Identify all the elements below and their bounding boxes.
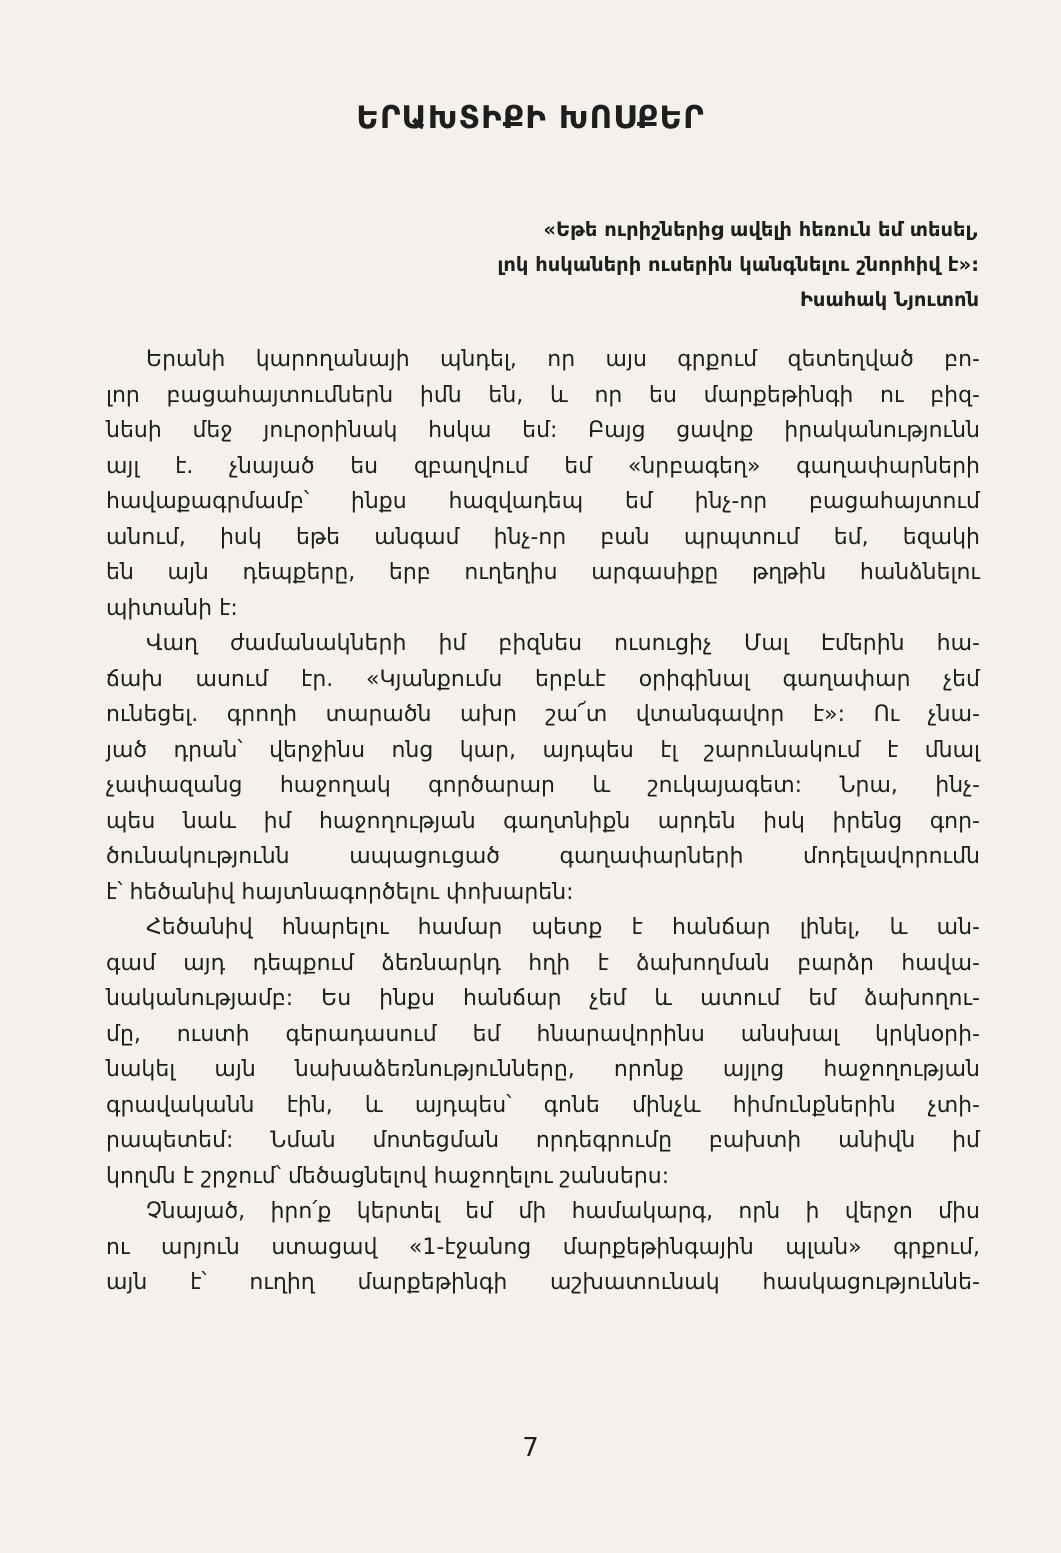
- page-title: ԵՐԱԽՏԻՔԻ ԽՈՍՔԵՐ: [356, 100, 705, 136]
- text-line: այլ է. չնայած ես զբաղվում եմ «նրբագեղ» գաղափարների: [106, 453, 980, 479]
- text-line: է՝ հեծանիվ հայտնագործելու փոխարեն:: [106, 879, 574, 905]
- epigraph-line: «Եթե ուրիշներից ավելի հեռուն եմ տեսել,: [543, 218, 979, 241]
- text-line: պիտանի է:: [106, 595, 238, 621]
- text-line: հավաքագրմամբ՝ ինքս հազվադեպ եմ ինչ-որ բացահայտում: [106, 489, 980, 514]
- text-line: ճախ ասում էր. «Կյանքումս երբևէ օրիգինալ գաղափար չեմ: [106, 666, 980, 692]
- text-line: անում, իսկ եթե անգամ ինչ-որ բան պրպտում եմ, եզակի: [106, 524, 980, 550]
- text-line: պես նաև իմ հաջողության գաղտնիքն արդեն իսկ իրենց գոր-: [106, 808, 980, 834]
- epigraph-author: Իսահակ Նյուտոն: [799, 288, 979, 311]
- text-line: կողմն է շրջում՝ մեծացնելով հաջողելու շանսերս:: [106, 1163, 670, 1189]
- text-line: գամ այդ դեպքում ձեռնարկդ հղի է ձախողման բարձր հավա-: [106, 950, 980, 976]
- text-line: են այն դեպքերը, երբ ուղեղիս արգասիքը թղթին հանձնելու: [106, 560, 980, 585]
- text-line: Հեծանիվ հնարելու համար պետք է հանճար լինել, և ան-: [146, 915, 980, 940]
- text-line: ու արյուն ստացավ «1-էջանոց մարքեթինգային պլան» գրքում,: [106, 1234, 980, 1260]
- page-number: 7: [522, 1433, 539, 1463]
- text-line: մը, ուստի գերադասում եմ հնարավորինս անսխալ կրկնօրի-: [106, 1021, 980, 1047]
- text-line: գրավականն էին, և այդպես՝ գոնե մինչև հիմունքներին չտի-: [106, 1092, 980, 1118]
- text-line: յած դրան՝ վերջինս ոնց կար, այդպես էլ շարունակում է մնալ: [106, 737, 980, 763]
- text-line: ունեցել. գրողի տարածն ախր շա՜տ վտանգավոր է»: Ու չնա-: [106, 702, 980, 727]
- text-line: ծունակությունն ապացուցած գաղափարների մոդելավորումն: [106, 844, 980, 869]
- body-text: [106, 342, 980, 1301]
- text-line: Չնայած, իրո՛ք կերտել եմ մի համակարգ, որն ի վերջո միս: [146, 1199, 980, 1224]
- text-line: Վաղ ժամանակների իմ բիզնես ուսուցիչ Մալ Էմերին հա-: [146, 631, 980, 656]
- text-line: լոր բացահայտումներն իմն են, և որ ես մարքեթինգի ու բիզ-: [106, 382, 980, 408]
- text-line: նականությամբ: Ես ինքս հանճար չեմ և ատում եմ ձախողու-: [106, 986, 980, 1011]
- text-line: րապետեմ: Նման մոտեցման որդեգրումը բախտի անիվն իմ: [106, 1128, 980, 1153]
- text-line: Երանի կարողանայի պնդել, որ այս գրքում զետեղված բո-: [146, 347, 980, 372]
- epigraph: [219, 212, 979, 317]
- text-line: նեսի մեջ յուրօրինակ հսկա եմ: Բայց ցավոք իրականությունն: [106, 418, 980, 443]
- text-line: նակել այն նախաձեռնությունները, որոնք այլոց հաջողության: [106, 1057, 980, 1082]
- text-line: չափազանց հաջողակ գործարար և շուկայագետ: Նրա, ինչ-: [106, 773, 980, 798]
- text-line: այն է՝ ուղիղ մարքեթինգի աշխատունակ հասկացություննե-: [106, 1270, 980, 1295]
- epigraph-line: լոկ հսկաների ուսերին կանգնելու շնորհիվ է»:: [497, 253, 979, 276]
